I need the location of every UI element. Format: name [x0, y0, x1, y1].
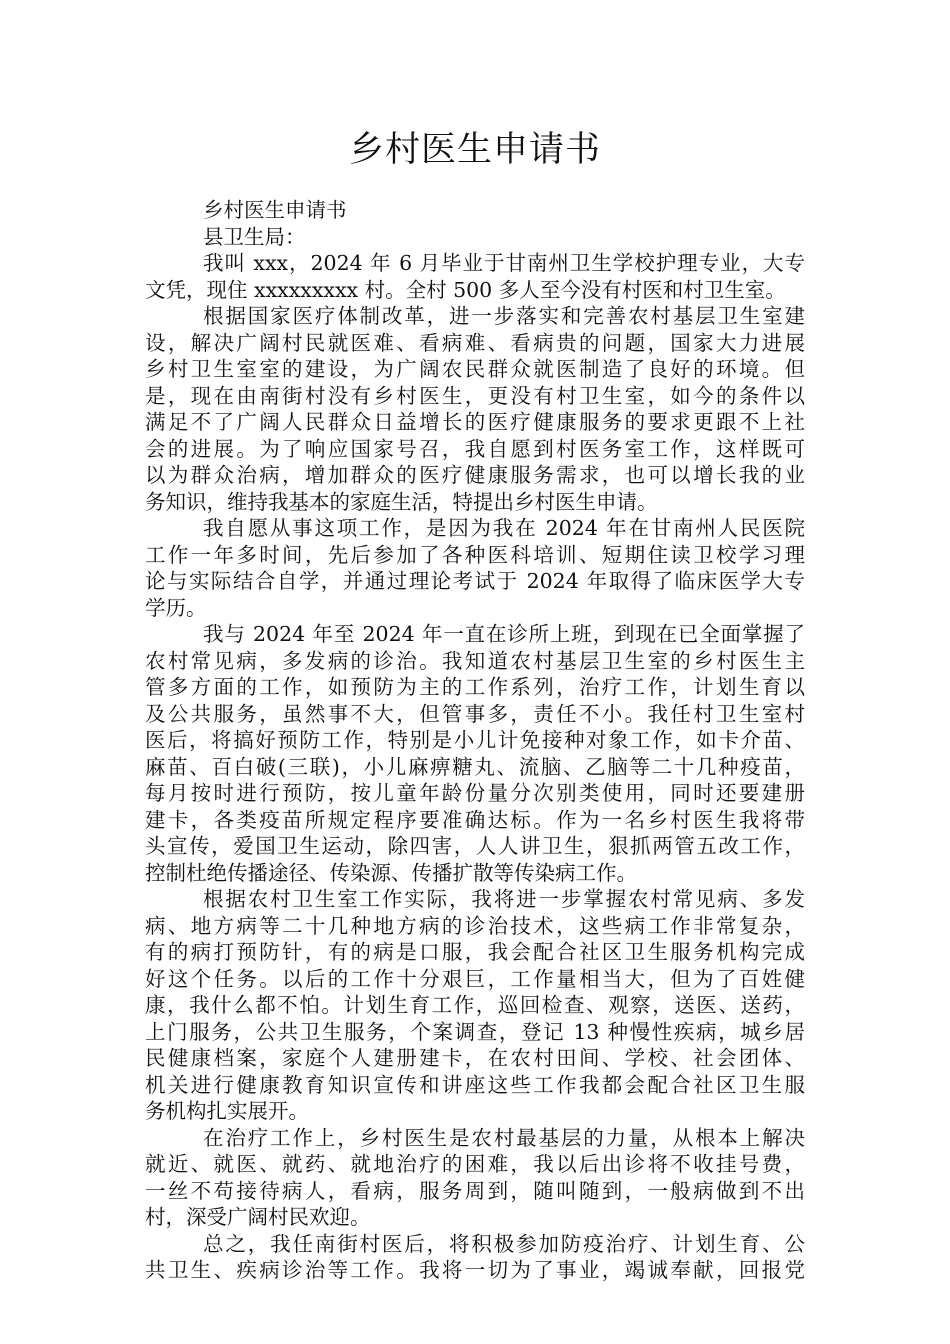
text-line: 论与实际结合自学，并通过理论考试于 2024 年取得了临床医学大专 — [145, 569, 805, 593]
text-line: 务知识，维持我基本的家庭生活，特提出乡村医生申请。 — [145, 489, 658, 514]
text-line: 会的进展。为了响应国家号召，我自愿到村医务室工作，这样既可 — [145, 436, 805, 461]
text-line: 医后，将搞好预防工作，特别是小儿计免接种对象工作，如卡介苗、 — [145, 728, 805, 752]
text-line: 满足不了广阔人民群众日益增长的医疗健康服务的要求更跟不上社 — [145, 410, 805, 434]
text-line: 及公共服务，虽然事不大，但管事多，责任不小。我任村卫生室村 — [145, 701, 805, 726]
text-line: 控制杜绝传播途径、传染源、传播扩散等传染病工作。 — [145, 860, 637, 885]
document-body — [145, 197, 805, 1284]
text-line: 机关进行健康教育知识宣传和讲座这些工作我都会配合社区卫生服 — [145, 1072, 805, 1097]
text-line: 农村常见病，多发病的诊治。我知道农村基层卫生室的乡村医生主 — [145, 648, 805, 673]
text-line: 病、地方病等二十几种地方病的诊治技术，这些病工作非常复杂， — [145, 913, 805, 938]
text-line: 以为群众治病，增加群众的医疗健康服务需求，也可以增长我的业 — [145, 463, 805, 487]
text-line: 就近、就医、就药、就地治疗的困难，我以后出诊将不收挂号费， — [145, 1152, 805, 1176]
text-line: 根据农村卫生室工作实际，我将进一步掌握农村常见病、多发 — [203, 887, 805, 911]
text-line: 村，深受广阔村民欢迎。 — [145, 1205, 371, 1229]
text-line: 是，现在由南街村没有乡村医生，更没有村卫生室，如今的条件以 — [145, 383, 805, 408]
text-line: 我自愿从事这项工作，是因为我在 2024 年在甘南州人民医院 — [203, 516, 805, 540]
text-line: 好这个任务。以后的工作十分艰巨，工作量相当大，但为了百姓健 — [145, 966, 805, 991]
text-line: 在治疗工作上，乡村医生是农村最基层的力量，从根本上解决 — [203, 1125, 805, 1150]
text-line: 民健康档案，家庭个人建册建卡，在农村田间、学校、社会团体、 — [145, 1046, 805, 1070]
text-line: 一丝不苟接待病人，看病，服务周到，随叫随到，一般病做到不出 — [145, 1178, 805, 1203]
text-line: 每月按时进行预防，按儿童年龄份量分次别类使用，同时还要建册 — [145, 781, 805, 805]
text-line: 根据国家医疗体制改革，进一步落实和完善农村基层卫生室建 — [203, 304, 805, 328]
text-line: 设，解决广阔村民就医难、看病难、看病贵的问题，国家大力进展 — [145, 330, 805, 355]
text-line: 工作一年多时间，先后参加了各种医科培训、短期住读卫校学习理 — [145, 542, 805, 567]
text-line: 县卫生局： — [203, 224, 306, 249]
text-line: 务机构扎实展开。 — [145, 1099, 309, 1123]
text-line: 学历。 — [145, 595, 207, 620]
text-line: 麻苗、百白破(三联)，小儿麻痹糖丸、流脑、乙脑等二十几种疫苗， — [145, 754, 805, 779]
text-line: 上门服务，公共卫生服务，个案调查，登记 13 种慢性疾病，城乡居 — [145, 1019, 805, 1044]
text-line: 管多方面的工作，如预防为主的工作系列，治疗工作，计划生育以 — [145, 675, 805, 699]
text-line: 头宣传，爱国卫生运动，除四害，人人讲卫生，狠抓两管五改工作， — [145, 834, 805, 858]
text-line: 乡村卫生室室的建设，为广阔农民群众就医制造了良好的环境。但 — [145, 357, 805, 381]
document-title: 乡村医生申请书 — [348, 130, 601, 170]
text-line: 我叫 xxx，2024 年 6 月毕业于甘南州卫生学校护理专业，大专 — [203, 251, 805, 275]
text-line: 乡村医生申请书 — [203, 198, 347, 222]
text-line: 康，我什么都不怕。计划生育工作，巡回检查、观察，送医、送药， — [145, 993, 805, 1017]
text-line: 我与 2024 年至 2024 年一直在诊所上班，到现在已全面掌握了 — [203, 622, 805, 646]
text-line: 有的病打预防针，有的病是口服，我会配合社区卫生服务机构完成 — [145, 940, 805, 964]
text-line: 文凭，现住 xxxxxxxxx 村。全村 500 多人至今没有村医和村卫生室。 — [145, 277, 786, 302]
text-line: 总之，我任南街村医后，将积极参加防疫治疗、计划生育、公 — [203, 1231, 805, 1256]
text-line: 建卡，各类疫苗所规定程序要准确达标。作为一名乡村医生我将带 — [145, 807, 805, 832]
text-line: 共卫生、疾病诊治等工作。我将一切为了事业，竭诚奉献，回报党 — [145, 1258, 805, 1282]
